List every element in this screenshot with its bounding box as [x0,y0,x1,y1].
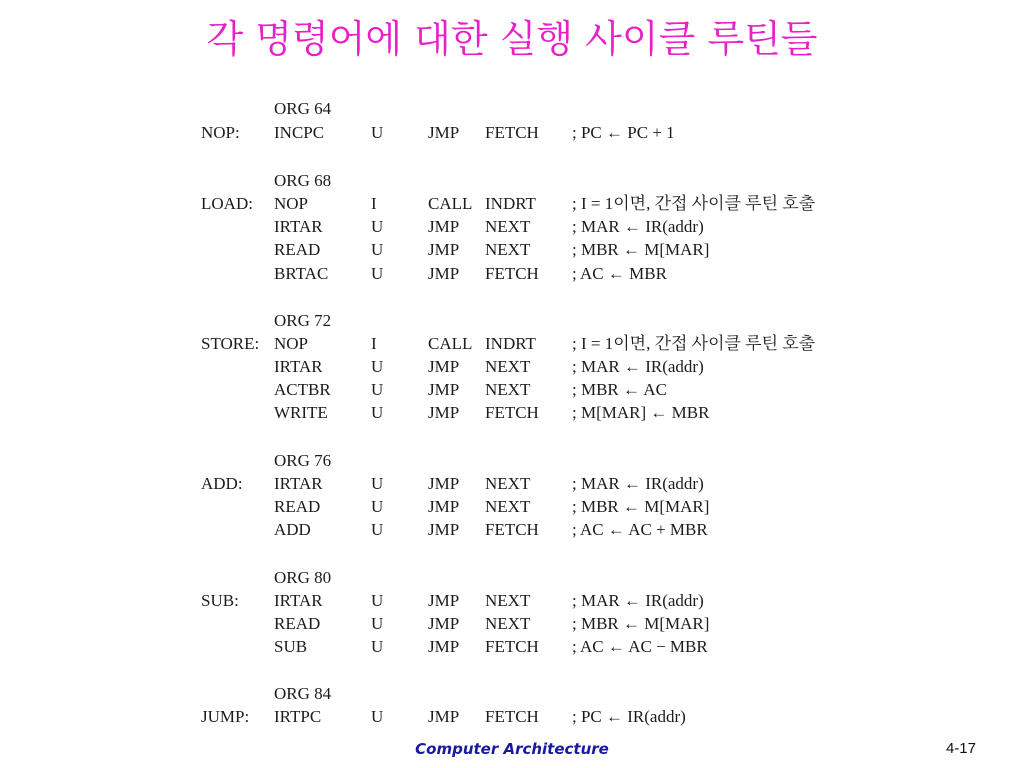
code-op: ORG 80 [274,568,332,587]
code-line [0,682,1024,705]
code-br: JMP [428,591,460,610]
code-br: JMP [428,474,460,493]
code-comment: ; MAR ← IR(addr) [572,217,704,236]
code-br: JMP [428,240,460,259]
code-op: ORG 76 [274,451,332,470]
code-comment: ; M[MAR] ← MBR [572,403,710,422]
code-label: ADD: [201,474,243,493]
code-cd: U [371,637,384,656]
code-cd: U [371,707,384,726]
code-cd: U [371,614,384,633]
code-line [0,635,1024,658]
code-br: JMP [428,520,460,539]
code-br: JMP [428,380,460,399]
code-line [0,518,1024,541]
code-ad: NEXT [485,614,531,633]
code-op: ADD [274,520,311,539]
code-line [0,238,1024,261]
code-cd: U [371,264,384,283]
code-ad: NEXT [485,380,531,399]
code-ad: INDRT [485,334,536,353]
code-cd: U [371,240,384,259]
code-br: CALL [428,194,473,213]
code-label: JUMP: [201,707,250,726]
code-cd: U [371,591,384,610]
code-comment: ; I = 1이면, 간접 사이클 루틴 호출 [572,194,816,213]
footer-course: Computer Architecture [415,740,609,758]
code-op: READ [274,614,321,633]
code-br: CALL [428,334,473,353]
code-op: ORG 68 [274,171,332,190]
code-line [0,589,1024,612]
code-ad: FETCH [485,403,539,422]
code-label: SUB: [201,591,239,610]
code-cd: I [371,194,377,213]
code-op: IRTPC [274,707,322,726]
code-comment: ; AC ← AC − MBR [572,637,708,656]
code-line [0,97,1024,120]
code-comment: ; MAR ← IR(addr) [572,591,704,610]
code-line [0,332,1024,355]
code-op: IRTAR [274,591,323,610]
code-br: JMP [428,217,460,236]
code-op: IRTAR [274,474,323,493]
code-br: JMP [428,357,460,376]
code-comment: ; MBR ← M[MAR] [572,614,710,633]
code-line [0,169,1024,192]
code-cd: U [371,403,384,422]
code-comment: ; MBR ← M[MAR] [572,497,710,516]
code-op: ORG 64 [274,99,332,118]
code-cd: U [371,520,384,539]
code-comment: ; PC ← PC + 1 [572,123,675,142]
code-br: JMP [428,614,460,633]
code-ad: NEXT [485,217,531,236]
page-number: 4-17 [945,740,976,757]
code-label: NOP: [201,123,240,142]
code-ad: NEXT [485,497,531,516]
code-ad: INDRT [485,194,536,213]
code-op: INCPC [274,123,325,142]
code-ad: FETCH [485,520,539,539]
code-line [0,705,1024,728]
code-op: ORG 72 [274,311,332,330]
code-line [0,309,1024,332]
code-line [0,449,1024,472]
code-cd: U [371,380,384,399]
code-op: SUB [274,637,308,656]
code-label: STORE: [201,334,260,353]
code-line [0,355,1024,378]
code-line [0,401,1024,424]
code-ad: NEXT [485,240,531,259]
code-comment: ; AC ← MBR [572,264,667,283]
code-line [0,495,1024,518]
code-op: NOP [274,194,309,213]
code-ad: FETCH [485,637,539,656]
code-line [0,378,1024,401]
code-cd: U [371,474,384,493]
code-line [0,121,1024,144]
code-comment: ; I = 1이면, 간접 사이클 루틴 호출 [572,334,816,353]
code-ad: NEXT [485,591,531,610]
code-br: JMP [428,123,460,142]
code-ad: NEXT [485,357,531,376]
code-comment: ; PC ← IR(addr) [572,707,686,726]
code-line [0,262,1024,285]
code-line [0,612,1024,635]
code-op: BRTAC [274,264,329,283]
code-comment: ; MBR ← AC [572,380,667,399]
code-ad: NEXT [485,474,531,493]
code-line [0,472,1024,495]
code-op: ORG 84 [274,684,332,703]
code-comment: ; MAR ← IR(addr) [572,357,704,376]
code-cd: U [371,497,384,516]
code-comment: ; MBR ← M[MAR] [572,240,710,259]
code-comment: ; AC ← AC + MBR [572,520,708,539]
code-cd: I [371,334,377,353]
code-br: JMP [428,707,460,726]
code-line [0,215,1024,238]
code-br: JMP [428,637,460,656]
code-ad: FETCH [485,264,539,283]
code-op: IRTAR [274,217,323,236]
code-ad: FETCH [485,123,539,142]
code-cd: U [371,123,384,142]
code-br: JMP [428,497,460,516]
code-op: NOP [274,334,309,353]
code-br: JMP [428,403,460,422]
code-ad: FETCH [485,707,539,726]
code-op: ACTBR [274,380,331,399]
code-label: LOAD: [201,194,253,213]
code-op: WRITE [274,403,328,422]
code-comment: ; MAR ← IR(addr) [572,474,704,493]
code-line [0,566,1024,589]
code-op: READ [274,240,321,259]
code-cd: U [371,357,384,376]
code-cd: U [371,217,384,236]
code-op: READ [274,497,321,516]
slide-title: 각 명령어에 대한 실행 사이클 루틴들 [206,17,818,61]
code-line [0,192,1024,215]
code-br: JMP [428,264,460,283]
code-op: IRTAR [274,357,323,376]
